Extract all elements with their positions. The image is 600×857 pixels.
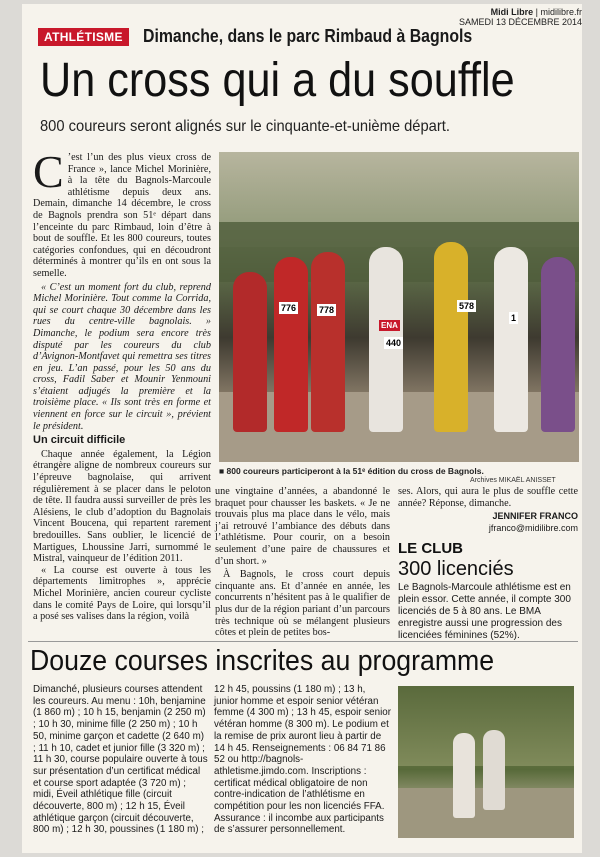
site-name: midilibre.fr [540,7,582,17]
race-bib: 440 [386,338,402,348]
program-column-2: 12 h 45, poussins (1 180 m) ; 13 h, junior homme et espoir senior vétéran femme (4 300 m) ; 13 h 45, espoir senior vétéran homme (8 300 m). Le podium et la remise de prix auront lieu à partir de 14 h 45. Renseignements : 06 84 71 86 52 ou http://bagnols-athletisme.jimdo.com. Inscriptions : certificat médical obligatoire de non contre-indication de l’athlétisme en compétition pour les non licenciés FFA. Assurance : il incombe aux participants de s’assurer personnellement. [214,684,391,836]
article-column-1 [33,146,211,623]
page-header: Midi Libre | midilibre.fr SAMEDI 13 DÉCEMBRE 2014 [458,7,582,27]
article-title: Un cross qui a du souffle [40,54,515,107]
article-kicker: Dimanche, dans le parc Rimbaud à Bagnols [143,26,473,46]
paper-name: Midi Libre [490,7,534,17]
club-box-title: 300 licenciés [398,558,514,580]
race-bib: 578 [459,301,475,311]
article-subtitle: 800 coureurs seront alignés sur le cinquante-et-unième départ. [40,118,450,135]
section-divider [28,641,578,642]
article-column-3 [398,486,578,534]
photo-caption: ■ 800 coureurs participeront à la 51ᵉ édition du cross de Bagnols. [219,466,484,476]
section-rubric: ATHLÉTISME [38,28,129,46]
paragraph-2: « C’est un moment fort du club, reprend Michel Morinière. Tout comme la Corrida, qui se court chaque 30 décembre dans les rues du centre-ville bagnolais. » Dimanche, le podium sera encore très disputé par les coureurs du club d’Avignon-Montfavet qui remettra ses titres en jeu. L’an passé, pour les 50 ans du cross, Fadil Saber et Mounir Yenmouni s’étaient adjugés la première et la troisième place. « Ils sont très en forme et viennent en force sur le circuit », prévient le président. [33,281,211,432]
paragraph-6: À Bagnols, le cross court depuis cinquante ans. Et d’année en année, les concurrents n’hésitent pas à le qualifier de plus dur de la région pariant d’un parcours très technique où se mélangent plusieurs côtes et plein de petites bos- [215,569,390,639]
runners-photo [398,686,574,838]
program-column-1: Dimanché, plusieurs courses attendent les coureurs. Au menu : 10h, benjamine (1 860 m) ; 10 h 15, benjamin (2 250 m) ; 10 h 30, minime fille (2 250 m) ; 10 h 50, minime garçon et cadette (2 640 m) ; 11 h 10, cadet et junior fille (3 320 m) ; 11 h 30, course populaire ouverte à tous sur présentation d’un certificat médical et course sport adaptée (3 720 m) ; midi, Éveil athlétique fille (circuit découverte, 800 m) ; 12 h 15, Éveil athlétique garçon (circuit découverte, 800 m) ; 12 h 30, poussines (1 180 m) ; [33,684,208,836]
race-bib-sponsor: ENA [381,321,398,330]
club-box-label: LE CLUB [398,540,463,557]
drop-cap: C [33,146,64,197]
club-box-text: Le Bagnols-Marcoule athlétisme est en plein essor. Cette année, il compte 300 licenciés de 5 à 80 ans. Le BMA enregistre aussi une progression des licenciées féminines (52%). [398,582,571,641]
paragraph-3: Chaque année également, la Légion étrangère aligne de nombreux coureurs sur l’épreuve bagnolaise, qui arrivent régulièrement à se placer dans le peloton de tête. Il faudra aussi surveiller de près les Alésiens, le club d’adoption du Bagnolais Vincent Boucena, qui repartent rarement bredouilles. Sans oublier, le licencié de Martigues, Lhoussine Jarri, surnommé le Mistral, vainqueur de l’édition 2011. [33,448,211,565]
photo-credit: Archives MIKAËL ANISSET [470,477,556,484]
paragraph-7: ses. Alors, qui aura le plus de souffle cette année? Réponse, dimanche. [398,486,578,509]
subheading: Un circuit difficile [33,434,126,447]
race-bib: 1 [511,313,517,323]
paragraph-1: ’est l’un des plus vieux cross de France », lance Michel Morinière, à la tête du Bagnols-Marcoule athlétisme depuis deux ans. Demain, dimanche 14 décembre, le cross de Bagnols prendra son 51ᵉ départ dans l’enceinte du parc Rimbaud, loin d’être à bout de souffle. Et les 800 coureurs, toutes catégories confondues, qui en découdront déterminés à montrer qu’ils en ont sous la semelle. [33,152,211,279]
author-name: JENNIFER FRANCO [492,511,578,522]
paragraph-4: « La course est ouverte à tous les départements limitrophes », apprécie Michel Morinière, ancien coureur cycliste dans le comité Pays de Loire, qui lorsqu’il a posé ses valises dans la région, voilà [33,564,211,623]
paragraph-5: une vingtaine d’années, a abandonné le braquet pour chausser les baskets. « Je ne trouvais plus ma place dans le vélo, mais j’ai retrouvé l’ambiance des débuts dans l’athlétisme. Pour courir, on a besoin seulement d’une paire de chaussures et d’un short. » [215,486,390,567]
race-bib: 776 [281,303,297,313]
article-column-2 [215,486,390,639]
page-date: SAMEDI 13 DÉCEMBRE 2014 [458,17,582,27]
program-title: Douze courses inscrites au programme [30,645,495,677]
cross-race-photo [219,152,579,462]
author-email[interactable]: jfranco@midilibre.com [488,522,578,533]
race-bib: 778 [319,305,335,315]
